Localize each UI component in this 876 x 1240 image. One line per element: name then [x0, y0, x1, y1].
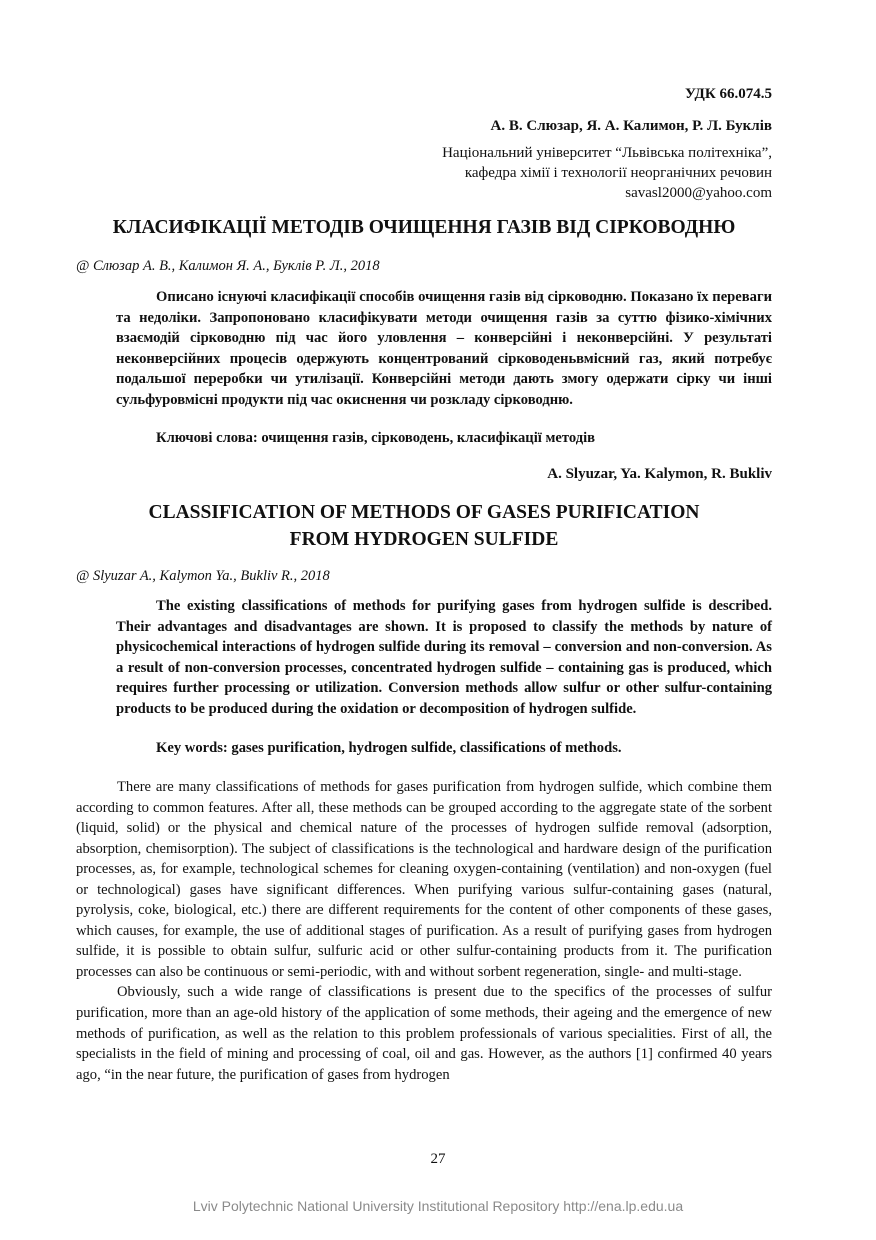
ua-authors: А. В. Слюзар, Я. А. Калимон, Р. Л. Буклів	[490, 118, 772, 134]
author-email: savasl2000@yahoo.com	[625, 185, 772, 201]
affiliation-line: кафедра хімії і технології неорганічних речовин	[464, 165, 772, 181]
body-paragraph: There are many classifications of methods for gases purification from hydrogen sulfide, which combine them according to common features. After all, these methods can be grouped according to the aggregate state of the sorbent (liquid, solid) or the physical and chemical nature of the processes of hydrogen sulfide removal (adsorption, absorption, chemisorption). The subject of classifications is the technological and hardware design of the purification processes, as, for example, technological schemes for cleaning oxygen-containing (ventilation) and non-oxygen (fuel or technological) gases have significant differences. When purifying various sulfur-containing gases (natural, pyrolysis, coke, biological, etc.) there are different requirements for the content of other components of these gases, which causes, for example, the use of additional stages of purification. As a result of purifying gases from hydrogen sulfide, it is possible to obtain sulfur, sulfuric acid or other sulfur-containing products from it. The purification processes can also be continuous or semi-periodic, with and without sorbent regeneration, single- and multi-stage.	[76, 779, 772, 980]
repository-footer: Lviv Polytechnic National University Institutional Repository http://ena.lp.edu.ua	[192, 1198, 684, 1214]
ua-keywords: Ключові слова: очищення газів, сірководень, класифікації методів	[156, 430, 596, 446]
en-title-line: FROM HYDROGEN SULFIDE	[289, 529, 559, 550]
ua-copyright: @ Слюзар А. В., Калимон Я. А., Буклів Р. Л., 2018	[76, 258, 380, 274]
page-number: 27	[430, 1151, 446, 1167]
en-authors: A. Slyuzar, Ya. Kalymon, R. Bukliv	[547, 466, 772, 482]
udk-label: УДК	[685, 86, 720, 102]
body-text	[76, 777, 772, 1085]
body-paragraph: Obviously, such a wide range of classifications is present due to the specifics of the processes of sulfur purification, more than an age-old history of the application of some methods, their ageing and the emergence of new methods of purification, as well as the relation to this problem professionals of various specialities. First of all, the specialists in the field of mining and processing of coal, oil and gas. However, as the authors [1] confirmed 40 years ago, “in the near future, the purification of gases from hydrogen	[76, 984, 772, 1083]
udk-code	[76, 86, 772, 103]
ua-abstract: Описано існуючі класифікації способів очищення газів від сірководню. Показано їх переваги та недоліки. Запропоновано класифікувати методи очищення газів за суттю фізико-хімічних взаємодій сірководню під час його уловлення – конверсійні і неконверсійні. У результаті неконверсійних процесів одержують концентрований сірководеньвмісний газ, який потребує подальшої переробки чи утилізації. Конверсійні методи дають змогу одержати сірку чи інші сульфуровмісні продукти під час окиснення чи розкладу сірководню.	[116, 289, 772, 408]
en-copyright: @ Slyuzar A., Kalymon Ya., Bukliv R., 2018	[76, 568, 330, 584]
udk-number: 66.074.5	[719, 86, 772, 102]
ua-affiliation	[300, 143, 772, 203]
ua-title: КЛАСИФІКАЦІЇ МЕТОДІВ ОЧИЩЕННЯ ГАЗІВ ВІД СІРКОВОДНЮ	[112, 217, 736, 238]
en-abstract: The existing classifications of methods for purifying gases from hydrogen sulfide is described. Their advantages and disadvantages are shown. It is proposed to classify the methods by nature of physicochemical interactions of hydrogen sulfide during its removal – conversion and non-conversion. As a result of non-conversion processes, concentrated hydrogen sulfide – containing gas is produced, which requires further processing or utilization. Conversion methods allow sulfur or other sulfur-containing products to be produced during the oxidation or decomposition of hydrogen sulfide.	[116, 598, 772, 717]
en-title	[60, 499, 788, 553]
en-title-line: CLASSIFICATION OF METHODS OF GASES PURIFICATION	[148, 502, 700, 523]
en-keywords: Key words: gases purification, hydrogen sulfide, classifications of methods.	[156, 740, 622, 756]
affiliation-line: Національний університет “Львівська політехніка”,	[442, 145, 772, 161]
